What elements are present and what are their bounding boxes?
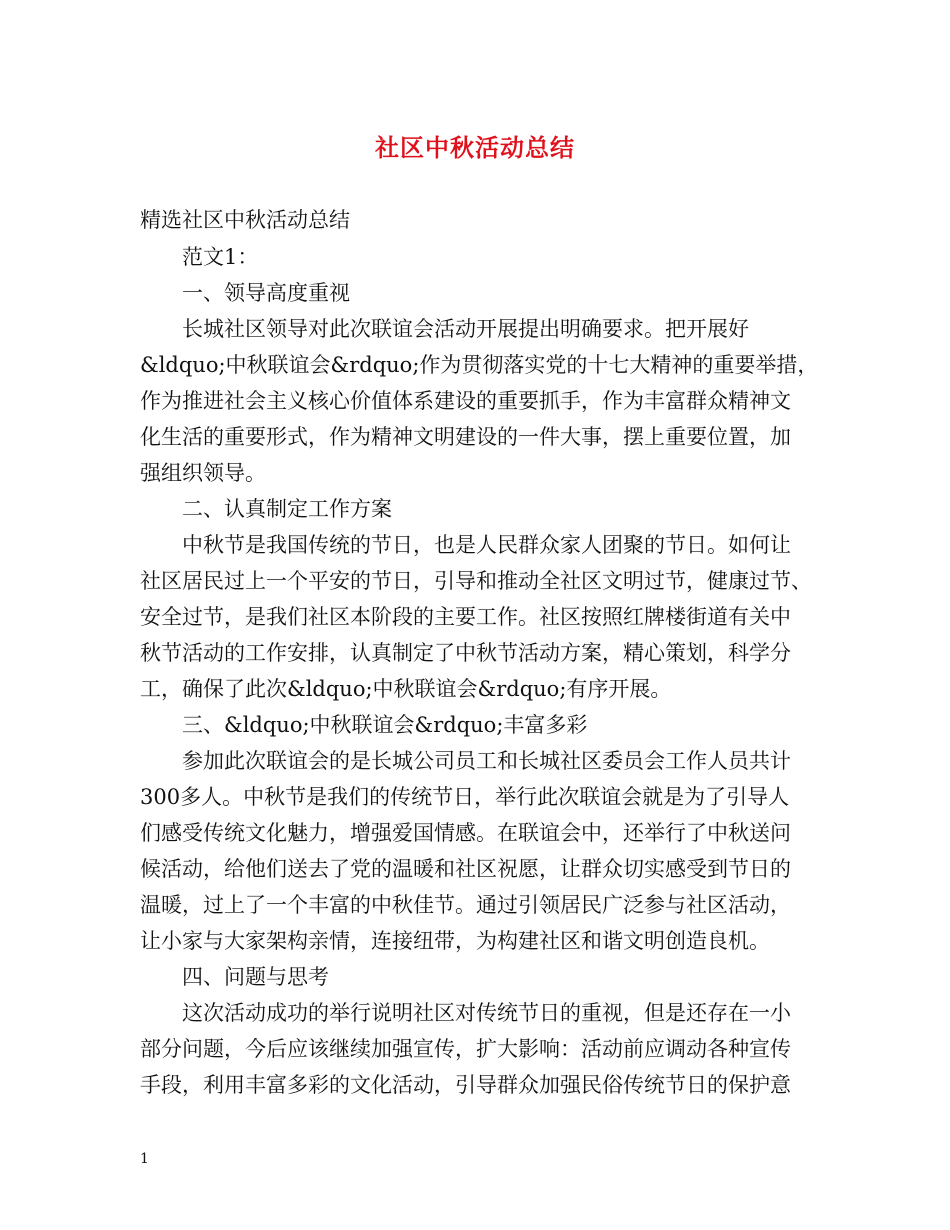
paragraph-line: 手段，利用丰富多彩的文化活动，引导群众加强民俗传统节日的保护意	[140, 1073, 791, 1097]
paragraph-line: 秋节活动的工作安排，认真制定了中秋节活动方案，精心策划，科学分	[140, 641, 791, 665]
section-heading-2: 二、认真制定工作方案	[182, 497, 392, 521]
paragraph-line: 让小家与大家架构亲情，连接纽带，为构建社区和谐文明创造良机。	[140, 929, 770, 953]
paragraph-line: 300多人。中秋节是我们的传统节日，举行此次联谊会就是为了引导人	[140, 785, 790, 809]
subtitle-line: 精选社区中秋活动总结	[140, 208, 350, 232]
section-heading-3: 三、&ldquo;中秋联谊会&rdquo;丰富多彩	[182, 713, 588, 737]
paragraph-line: 部分问题，今后应该继续加强宣传，扩大影响：活动前应调动各种宣传	[140, 1037, 791, 1061]
paragraph-line: 参加此次联谊会的是长城公司员工和长城社区委员会工作人员共计	[182, 749, 791, 773]
document-title: 社区中秋活动总结	[375, 133, 575, 162]
sample-label: 范文1：	[182, 245, 259, 269]
section-heading-1: 一、领导高度重视	[182, 281, 350, 305]
paragraph-line: 安全过节，是我们社区本阶段的主要工作。社区按照红牌楼街道有关中	[140, 605, 791, 629]
paragraph-line: 社区居民过上一个平安的节日，引导和推动全社区文明过节，健康过节、	[140, 569, 812, 593]
paragraph-line: 这次活动成功的举行说明社区对传统节日的重视，但是还存在一小	[182, 1001, 791, 1025]
paragraph-line: 们感受传统文化魅力，增强爱国情感。在联谊会中，还举行了中秋送问	[140, 821, 791, 845]
paragraph-line: 温暖，过上了一个丰富的中秋佳节。通过引领居民广泛参与社区活动，	[140, 893, 791, 917]
page-number: 1	[140, 1151, 149, 1167]
paragraph-line: 化生活的重要形式，作为精神文明建设的一件大事，摆上重要位置，加	[140, 425, 791, 449]
paragraph-line: 中秋节是我国传统的节日，也是人民群众家人团聚的节日。如何让	[182, 533, 791, 557]
section-heading-4: 四、问题与思考	[182, 965, 329, 989]
paragraph-line: &ldquo;中秋联谊会&rdquo;作为贯彻落实党的十七大精神的重要举措，	[140, 353, 819, 377]
paragraph-line: 强组织领导。	[140, 461, 266, 485]
paragraph-line: 候活动，给他们送去了党的温暖和社区祝愿，让群众切实感受到节日的	[140, 857, 791, 881]
paragraph-line: 作为推进社会主义核心价值体系建设的重要抓手，作为丰富群众精神文	[140, 389, 791, 413]
paragraph-line: 工，确保了此次&ldquo;中秋联谊会&rdquo;有序开展。	[140, 677, 672, 701]
paragraph-line: 长城社区领导对此次联谊会活动开展提出明确要求。把开展好	[182, 317, 749, 341]
